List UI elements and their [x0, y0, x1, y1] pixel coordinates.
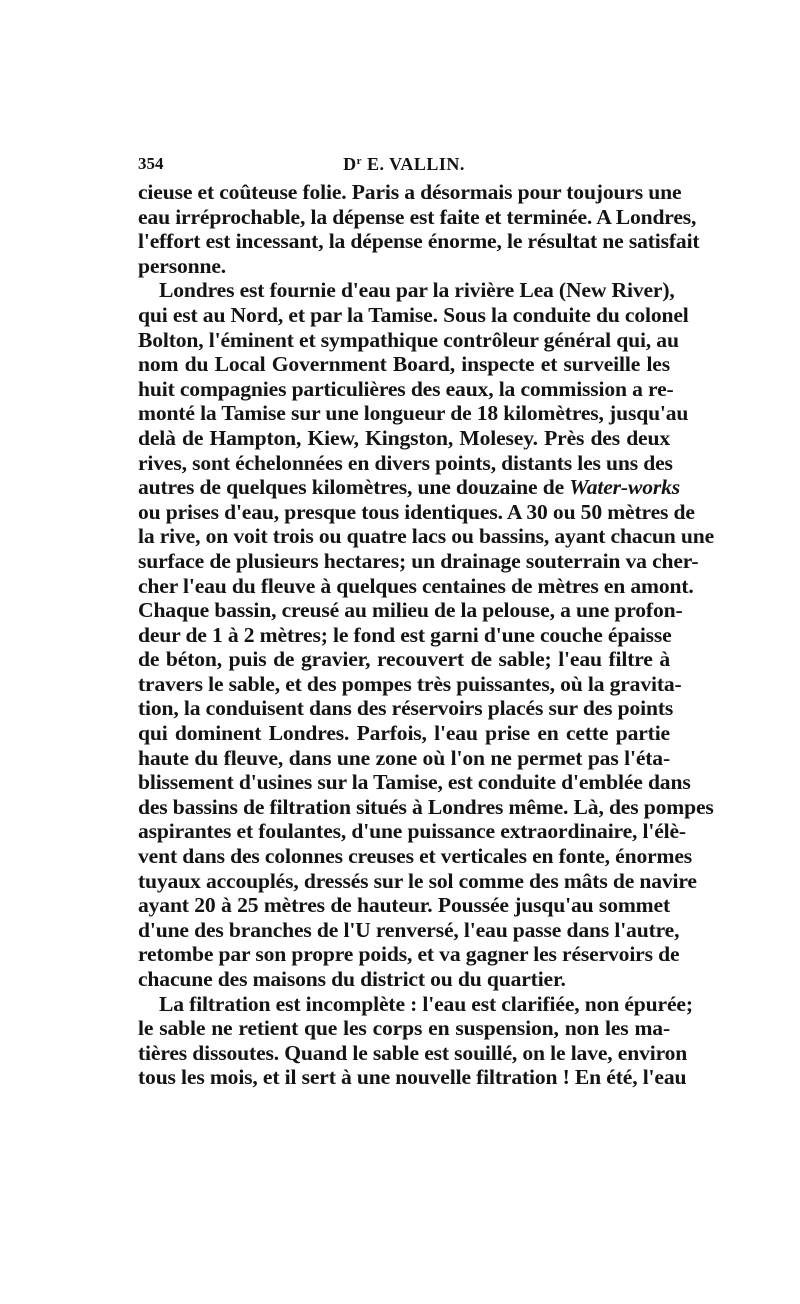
book-page — [138, 150, 715, 1090]
text-fragment: autres de quelques kilomètres, une douzaine de — [138, 475, 570, 500]
text-line: tuyaux accouplés, dressés sur le sol comme des mâts de navire — [138, 868, 697, 893]
paragraph-3 — [138, 991, 693, 1090]
running-head — [138, 150, 670, 180]
text-line: blissement d'usines sur la Tamise, est conduite d'emblée dans — [138, 770, 691, 795]
text-line: tion, la conduisent dans des réservoirs placés sur des points — [138, 696, 674, 721]
text-line: chacune des maisons du district ou du quartier. — [138, 967, 566, 991]
text-line: Chaque bassin, creusé au milieu de la pelouse, a une profon- — [138, 598, 683, 623]
text-line: rives, sont échelonnées en divers points, distants les uns des — [138, 450, 673, 475]
text-line: nom du Local Government Board, inspecte et surveille les — [138, 352, 670, 377]
text-line: travers le sable, et des pompes très puissantes, où la gravita- — [138, 671, 682, 696]
text-line: tières dissoutes. Quand le sable est souillé, on le lave, environ — [138, 1040, 688, 1065]
text-line: haute du fleuve, dans une zone où l'on ne permet pas l'éta- — [138, 745, 670, 770]
text-line: tous les mois, et il sert à une nouvelle filtration ! En été, l'eau — [138, 1065, 687, 1090]
text-line: Londres est fournie d'eau par la rivière Lea (New River), — [159, 278, 675, 303]
text-line: aspirantes et foulantes, d'une puissance extraordinaire, l'élè- — [138, 819, 686, 844]
text-line: La filtration est incomplète : l'eau est clarifiée, non épurée; — [159, 991, 693, 1016]
text-line: surface de plusieurs hectares; un drainage souterrain va cher- — [138, 548, 699, 573]
page-number: 354 — [138, 154, 164, 173]
text-line: retombe par son propre poids, et va gagner les réservoirs de — [138, 942, 680, 967]
text-line: Bolton, l'éminent et sympathique contrôleur général qui, au — [138, 327, 679, 352]
paragraph-1 — [138, 180, 700, 278]
text-line-with-italic — [138, 475, 680, 500]
text-line: la rive, on voit trois ou quatre lacs ou bassins, ayant chacun une — [138, 524, 715, 549]
text-line: eau irréprochable, la dépense est faite et terminée. A Londres, — [138, 204, 697, 229]
text-line: le sable ne retient que les corps en suspension, non les ma- — [138, 1016, 670, 1041]
paragraph-2 — [138, 278, 715, 991]
author-name: E. VALLIN. — [362, 154, 465, 174]
header-title — [138, 154, 670, 175]
text-line: personne. — [138, 253, 227, 278]
text-line: qui dominent Londres. Parfois, l'eau prise en cette partie — [138, 721, 670, 746]
text-line: qui est au Nord, et par la Tamise. Sous la conduite du colonel — [138, 302, 689, 327]
text-line: delà de Hampton, Kiew, Kingston, Molesey. Près des deux — [138, 425, 670, 450]
text-line: huit compagnies particulières des eaux, la commission a re- — [138, 376, 674, 401]
body-text — [138, 180, 715, 1090]
author-superscript: r — [356, 155, 362, 167]
text-line: des bassins de filtration situés à Londres même. Là, des pompes — [138, 794, 714, 819]
text-line: ayant 20 à 25 mètres de hauteur. Poussée jusqu'au sommet — [138, 893, 670, 918]
text-line: l'effort est incessant, la dépense énorme, le résultat ne satisfait — [138, 229, 700, 254]
author-prefix: D — [343, 154, 357, 174]
text-line: vent dans des colonnes creuses et verticales en fonte, énormes — [138, 844, 693, 869]
text-line: monté la Tamise sur une longueur de 18 kilomètres, jusqu'au — [138, 401, 689, 426]
italic-term: Water-works — [569, 475, 680, 500]
text-line: d'une des branches de l'U renversé, l'eau passe dans l'autre, — [138, 917, 680, 942]
text-line: cieuse et coûteuse folie. Paris a désormais pour toujours une — [138, 180, 682, 204]
text-line: deur de 1 à 2 mètres; le fond est garni d'une couche épaisse — [138, 622, 672, 647]
text-line: cher l'eau du fleuve à quelques centaines de mètres en amont. — [138, 573, 694, 598]
text-line: de béton, puis de gravier, recouvert de sable; l'eau filtre à — [138, 647, 670, 672]
text-line: ou prises d'eau, presque tous identiques. A 30 ou 50 mètres de — [138, 499, 695, 524]
